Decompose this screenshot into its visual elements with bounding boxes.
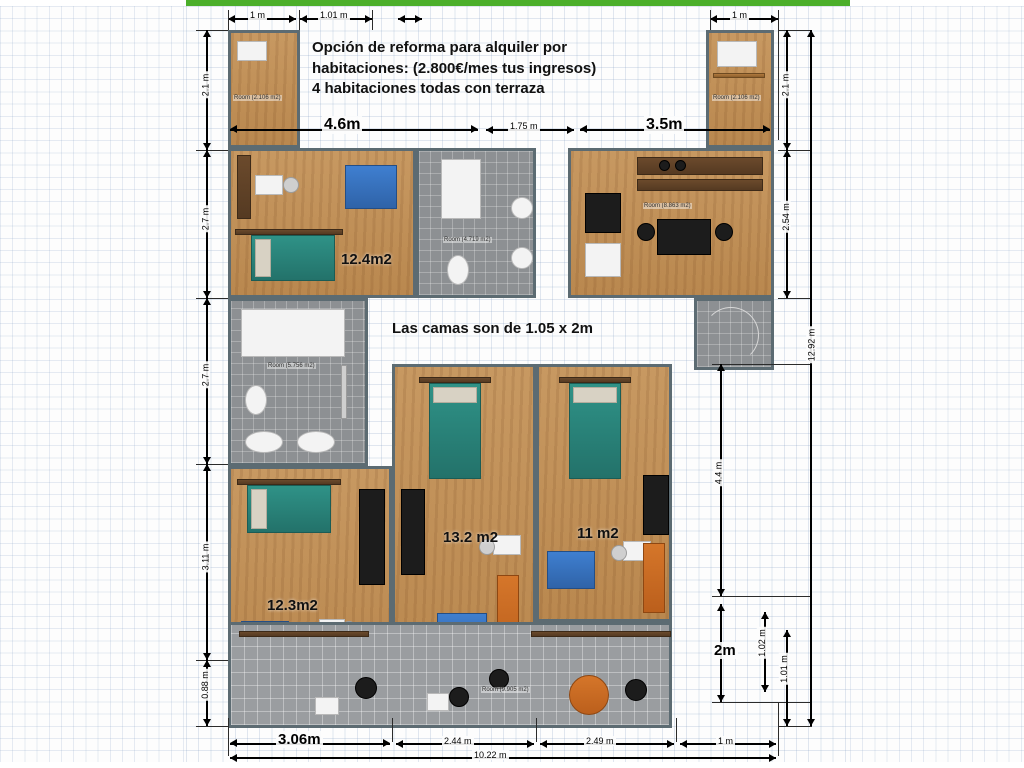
pillow — [255, 239, 271, 277]
wardrobe — [359, 489, 385, 585]
guide-line — [196, 150, 228, 151]
guide-line — [196, 298, 228, 299]
dimension-label: 2.7 m — [200, 207, 211, 231]
upper-cabinets — [637, 179, 763, 191]
hob-burner — [675, 160, 686, 171]
dimension-label: 1.02 m — [756, 629, 767, 657]
dimension-label: 2.54 m — [780, 203, 791, 231]
chair — [715, 223, 733, 241]
guide-line — [196, 464, 228, 465]
chair — [283, 177, 299, 193]
terrace-furniture — [237, 41, 267, 61]
room-tag: Room (5.756 m2) — [268, 363, 315, 369]
entry-hall — [694, 298, 774, 370]
guide-line — [536, 718, 537, 742]
chair — [625, 679, 647, 701]
bed-frame — [235, 229, 343, 235]
sink — [245, 431, 283, 453]
guide-line — [196, 30, 228, 31]
graph-paper-left — [0, 6, 186, 762]
guide-line — [676, 718, 677, 742]
mirror — [441, 159, 481, 219]
dimension-label: 10.22 m — [474, 750, 507, 760]
chair — [637, 223, 655, 241]
side-table — [315, 697, 339, 715]
pillow — [251, 489, 267, 529]
round-table — [569, 675, 609, 715]
dimension-label: 4.4 m — [713, 461, 724, 485]
desk — [255, 175, 283, 195]
guide-line — [712, 364, 812, 365]
dimension-label: 3.06m — [278, 731, 321, 748]
dimension-label: 4.6m — [324, 116, 361, 133]
title-line-3: 4 habitaciones todas con terraza — [312, 80, 545, 98]
dimension-label: 3.11 m — [200, 543, 211, 571]
sofa — [345, 165, 397, 209]
sofa — [547, 551, 595, 589]
title-line-2: habitaciones: (2.800€/mes tus ingresos) — [312, 59, 597, 77]
bathroom-top — [416, 148, 536, 298]
area-label-bedroom-front-left: 12.4m2 — [341, 251, 392, 268]
room-tag: Room (9.905 m2) — [482, 687, 529, 693]
room-tag: Room (4.719 m2) — [444, 237, 491, 243]
dimension-label: 1.01 m — [320, 10, 348, 20]
dimension-label: 1.75 m — [510, 121, 538, 131]
guide-line — [778, 726, 812, 727]
guide-line — [778, 298, 812, 299]
door-swing-arc — [703, 307, 759, 363]
bedroom-right — [536, 364, 672, 622]
dimension-label: 1 m — [718, 736, 734, 746]
toilet — [447, 255, 469, 285]
area-label-bedroom-right: 11 m2 — [577, 525, 619, 542]
pillow — [433, 387, 477, 403]
title-line-1: Opción de reforma para alquiler por — [312, 39, 568, 56]
chair — [449, 687, 469, 707]
wardrobe — [401, 489, 425, 575]
dimension-label: 2.49 m — [586, 736, 614, 746]
terrace-rail — [531, 631, 671, 637]
guide-line — [712, 596, 812, 597]
room-tag: Room (2.106 m2) — [713, 95, 760, 101]
area-label-bedroom-center: 13.2 m2 — [443, 529, 499, 546]
bathroom-main — [228, 298, 368, 466]
dimension-label: 3.5m — [646, 116, 683, 133]
dimension-label: 12.92 m — [806, 328, 817, 362]
guide-line — [778, 702, 779, 756]
cabinet — [585, 193, 621, 233]
dimension-label: 2.1 m — [780, 73, 791, 97]
shower-screen — [341, 365, 347, 419]
chair — [489, 669, 509, 689]
fridge — [585, 243, 621, 277]
dimension-label: 2.7 m — [200, 363, 211, 387]
wardrobe — [643, 475, 669, 535]
room-tag: Room (8.863 m2) — [644, 203, 691, 209]
bathtub — [241, 309, 345, 357]
page-title — [312, 38, 684, 100]
sink — [511, 247, 533, 269]
sink — [297, 431, 335, 453]
terrace-rail — [713, 73, 765, 78]
guide-line — [196, 726, 228, 727]
sink — [511, 197, 533, 219]
terrace-bed — [717, 41, 757, 67]
guide-line — [712, 702, 812, 703]
beds-note: Las camas son de 1.05 x 2m — [392, 320, 593, 337]
guide-line — [392, 718, 393, 742]
pillow — [573, 387, 617, 403]
guide-line — [228, 718, 229, 756]
side-table — [427, 693, 449, 711]
dining-table — [657, 219, 711, 255]
dimension-label: 2.44 m — [444, 736, 472, 746]
dimension-label: 1 m — [250, 10, 266, 20]
apartment-floor-plan — [224, 26, 780, 732]
chair — [611, 545, 627, 561]
graph-paper-right — [850, 6, 1024, 762]
guide-line — [196, 660, 228, 661]
toilet — [245, 385, 267, 415]
rug — [643, 543, 665, 613]
dimension-label: 2m — [714, 642, 736, 659]
bedroom-front-left — [228, 148, 416, 298]
terrace-bottom — [228, 622, 672, 728]
kitchen — [568, 148, 774, 298]
kitchen-counter — [637, 157, 763, 175]
room-tag: Room (2.106 m2) — [234, 95, 281, 101]
dimension-label: 2.1 m — [200, 73, 211, 97]
chair — [355, 677, 377, 699]
wardrobe — [237, 155, 251, 219]
dimension-label: 1 m — [732, 10, 748, 20]
terrace-rail — [239, 631, 369, 637]
area-label-bedroom-left-lower: 12.3m2 — [267, 597, 318, 614]
dimension-label: 1.01 m — [778, 655, 789, 683]
dimension-label: 0.88 m — [199, 671, 210, 699]
hob-burner — [659, 160, 670, 171]
